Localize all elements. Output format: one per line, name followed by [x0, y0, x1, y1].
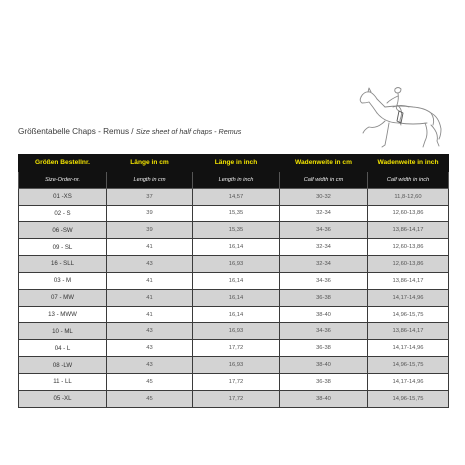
size-cell: 08 -LW [19, 357, 107, 374]
table-cell: 45 [107, 390, 193, 407]
table-cell: 39 [107, 205, 193, 222]
table-cell: 36-38 [280, 373, 368, 390]
table-cell: 37 [107, 188, 193, 205]
column-header: Länge in cm [107, 155, 193, 172]
table-cell: 32-34 [280, 256, 368, 273]
column-subheader: Calf width in inch [368, 171, 449, 188]
table-cell: 43 [107, 323, 193, 340]
table-cell: 38-40 [280, 306, 368, 323]
size-cell: 06 -SW [19, 222, 107, 239]
column-subheader: Length in inch [193, 171, 280, 188]
table-cell: 13,86-14,17 [368, 222, 449, 239]
table-cell: 14,17-14,96 [368, 289, 449, 306]
table-cell: 32-34 [280, 205, 368, 222]
table-row [19, 357, 449, 374]
table-row [19, 306, 449, 323]
table-row [19, 256, 449, 273]
table-cell: 16,14 [193, 306, 280, 323]
size-table-header [19, 155, 449, 189]
table-cell: 34-36 [280, 272, 368, 289]
table-cell: 16,14 [193, 289, 280, 306]
table-cell: 34-36 [280, 222, 368, 239]
column-subheader: Calf width in cm [280, 171, 368, 188]
table-cell: 14,96-15,75 [368, 390, 449, 407]
column-header: Wadenweite in cm [280, 155, 368, 172]
size-cell: 11 - LL [19, 373, 107, 390]
table-cell: 14,17-14,96 [368, 373, 449, 390]
table-cell: 16,93 [193, 357, 280, 374]
table-cell: 11,8-12,60 [368, 188, 449, 205]
table-cell: 38-40 [280, 390, 368, 407]
table-cell: 17,72 [193, 373, 280, 390]
table-row [19, 390, 449, 407]
table-cell: 16,93 [193, 256, 280, 273]
table-cell: 14,17-14,96 [368, 340, 449, 357]
table-cell: 32-34 [280, 239, 368, 256]
table-cell: 41 [107, 272, 193, 289]
chart-title-main: Größentabelle Chaps - Remus / [18, 127, 136, 136]
table-row [19, 323, 449, 340]
table-row [19, 373, 449, 390]
table-cell: 16,14 [193, 239, 280, 256]
chart-title-sub: Size sheet of half chaps - Remus [135, 127, 242, 136]
size-cell: 05 -XL [19, 390, 107, 407]
table-cell: 38-40 [280, 357, 368, 374]
table-cell: 15,35 [193, 222, 280, 239]
table-cell: 36-38 [280, 340, 368, 357]
table-cell: 43 [107, 340, 193, 357]
table-cell: 43 [107, 256, 193, 273]
size-cell: 16 - SLL [19, 256, 107, 273]
table-cell: 41 [107, 289, 193, 306]
table-row [19, 289, 449, 306]
table-row [19, 239, 449, 256]
table-cell: 41 [107, 306, 193, 323]
size-cell: 07 - MW [19, 289, 107, 306]
column-subheader: Size-Order-nr. [19, 171, 107, 188]
table-cell: 17,72 [193, 340, 280, 357]
size-cell: 03 - M [19, 272, 107, 289]
column-header: Wadenweite in inch [368, 155, 449, 172]
table-cell: 30-32 [280, 188, 368, 205]
size-cell: 09 - SL [19, 239, 107, 256]
table-cell: 13,86-14,17 [368, 323, 449, 340]
column-header: Länge in inch [193, 155, 280, 172]
table-cell: 13,86-14,17 [368, 272, 449, 289]
size-cell: 02 - S [19, 205, 107, 222]
table-cell: 15,35 [193, 205, 280, 222]
table-cell: 17,72 [193, 390, 280, 407]
table-row [19, 205, 449, 222]
horse-rider-sketch-icon [355, 83, 447, 153]
size-table-body [19, 188, 449, 407]
table-cell: 14,57 [193, 188, 280, 205]
table-cell: 12,60-13,86 [368, 205, 449, 222]
size-cell: 04 - L [19, 340, 107, 357]
table-cell: 12,60-13,86 [368, 239, 449, 256]
table-cell: 14,96-15,75 [368, 306, 449, 323]
chart-title [18, 127, 241, 136]
table-cell: 45 [107, 373, 193, 390]
column-subheader: Length in cm [107, 171, 193, 188]
table-cell: 41 [107, 239, 193, 256]
table-cell: 16,14 [193, 272, 280, 289]
table-cell: 39 [107, 222, 193, 239]
table-cell: 43 [107, 357, 193, 374]
table-row [19, 272, 449, 289]
table-cell: 14,96-15,75 [368, 357, 449, 374]
size-cell: 13 - MWW [19, 306, 107, 323]
table-row [19, 340, 449, 357]
table-cell: 12,60-13,86 [368, 256, 449, 273]
table-cell: 36-38 [280, 289, 368, 306]
size-cell: 10 - ML [19, 323, 107, 340]
table-cell: 16,93 [193, 323, 280, 340]
table-cell: 34-36 [280, 323, 368, 340]
size-cell: 01 -XS [19, 188, 107, 205]
column-header: Größen Bestellnr. [19, 155, 107, 172]
size-table [18, 154, 449, 408]
table-row [19, 188, 449, 205]
table-row [19, 222, 449, 239]
